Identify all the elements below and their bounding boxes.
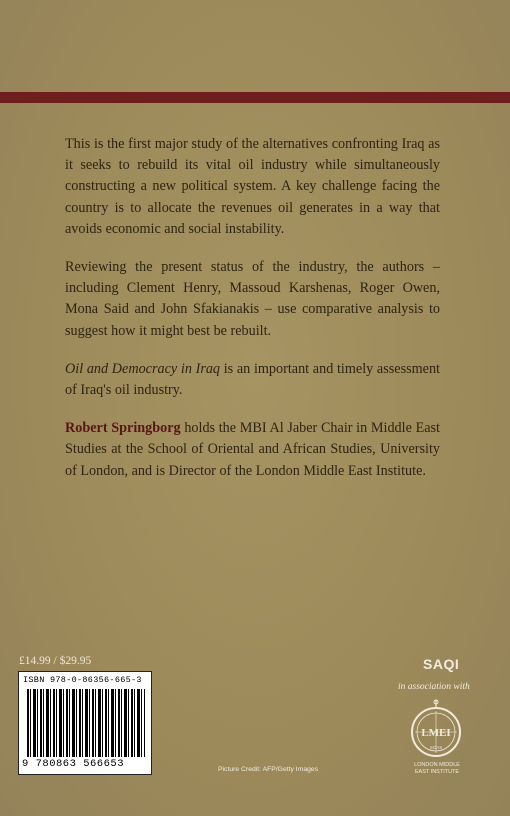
lmei-logo-text: LMEI: [421, 727, 451, 739]
book-title: Oil and Democracy in Iraq: [65, 360, 221, 377]
blurb-paragraph-3-rest: is an important and timely assessment of Iraq's oil industry.: [65, 360, 440, 399]
barcode-digits: 9 780863 566653: [22, 758, 125, 770]
blurb-paragraph-3: [65, 359, 440, 401]
lmei-logo-subtext: SOAS: [429, 745, 443, 750]
author-bio: [65, 418, 440, 482]
lmei-logo-icon: [409, 698, 463, 760]
association-text: in association with: [398, 682, 470, 692]
blurb-paragraph-2: Reviewing the present status of the industry, the authors – including Clement Henry, Massoud Karshenas, Roger Owen, Mona Said and John Sfakianakis – use comparative analysis to suggest how it might best be rebuilt.: [65, 259, 440, 339]
barcode: [18, 671, 152, 775]
institute-name: LONDON MIDDLE EAST INSTITUTE: [414, 762, 460, 775]
author-bio-rest: holds the MBI Al Jaber Chair in Middle East Studies at the School of Oriental and African Studies, University of London, and is Director of the London Middle East Institute.: [65, 420, 440, 479]
barcode-bars: [27, 689, 145, 757]
isbn-label: ISBN 978-0-86356-665-3: [23, 675, 142, 685]
picture-credit: Picture Credit: AFP/Getty Images: [218, 766, 319, 773]
decorative-band: [0, 92, 510, 103]
author-name: Robert Springborg: [65, 420, 181, 437]
blurb-text: [65, 134, 440, 499]
publisher-logo: SAQI: [423, 656, 460, 672]
price: £14.99 / $29.95: [19, 655, 92, 667]
blurb-paragraph-1: This is the first major study of the alternatives confronting Iraq as it seeks to rebuild its vital oil industry while simultaneously constructing a new political system. A key challenge facing the country is to allocate the revenues oil generates in a way that avoids economic and social instability.: [65, 136, 440, 237]
